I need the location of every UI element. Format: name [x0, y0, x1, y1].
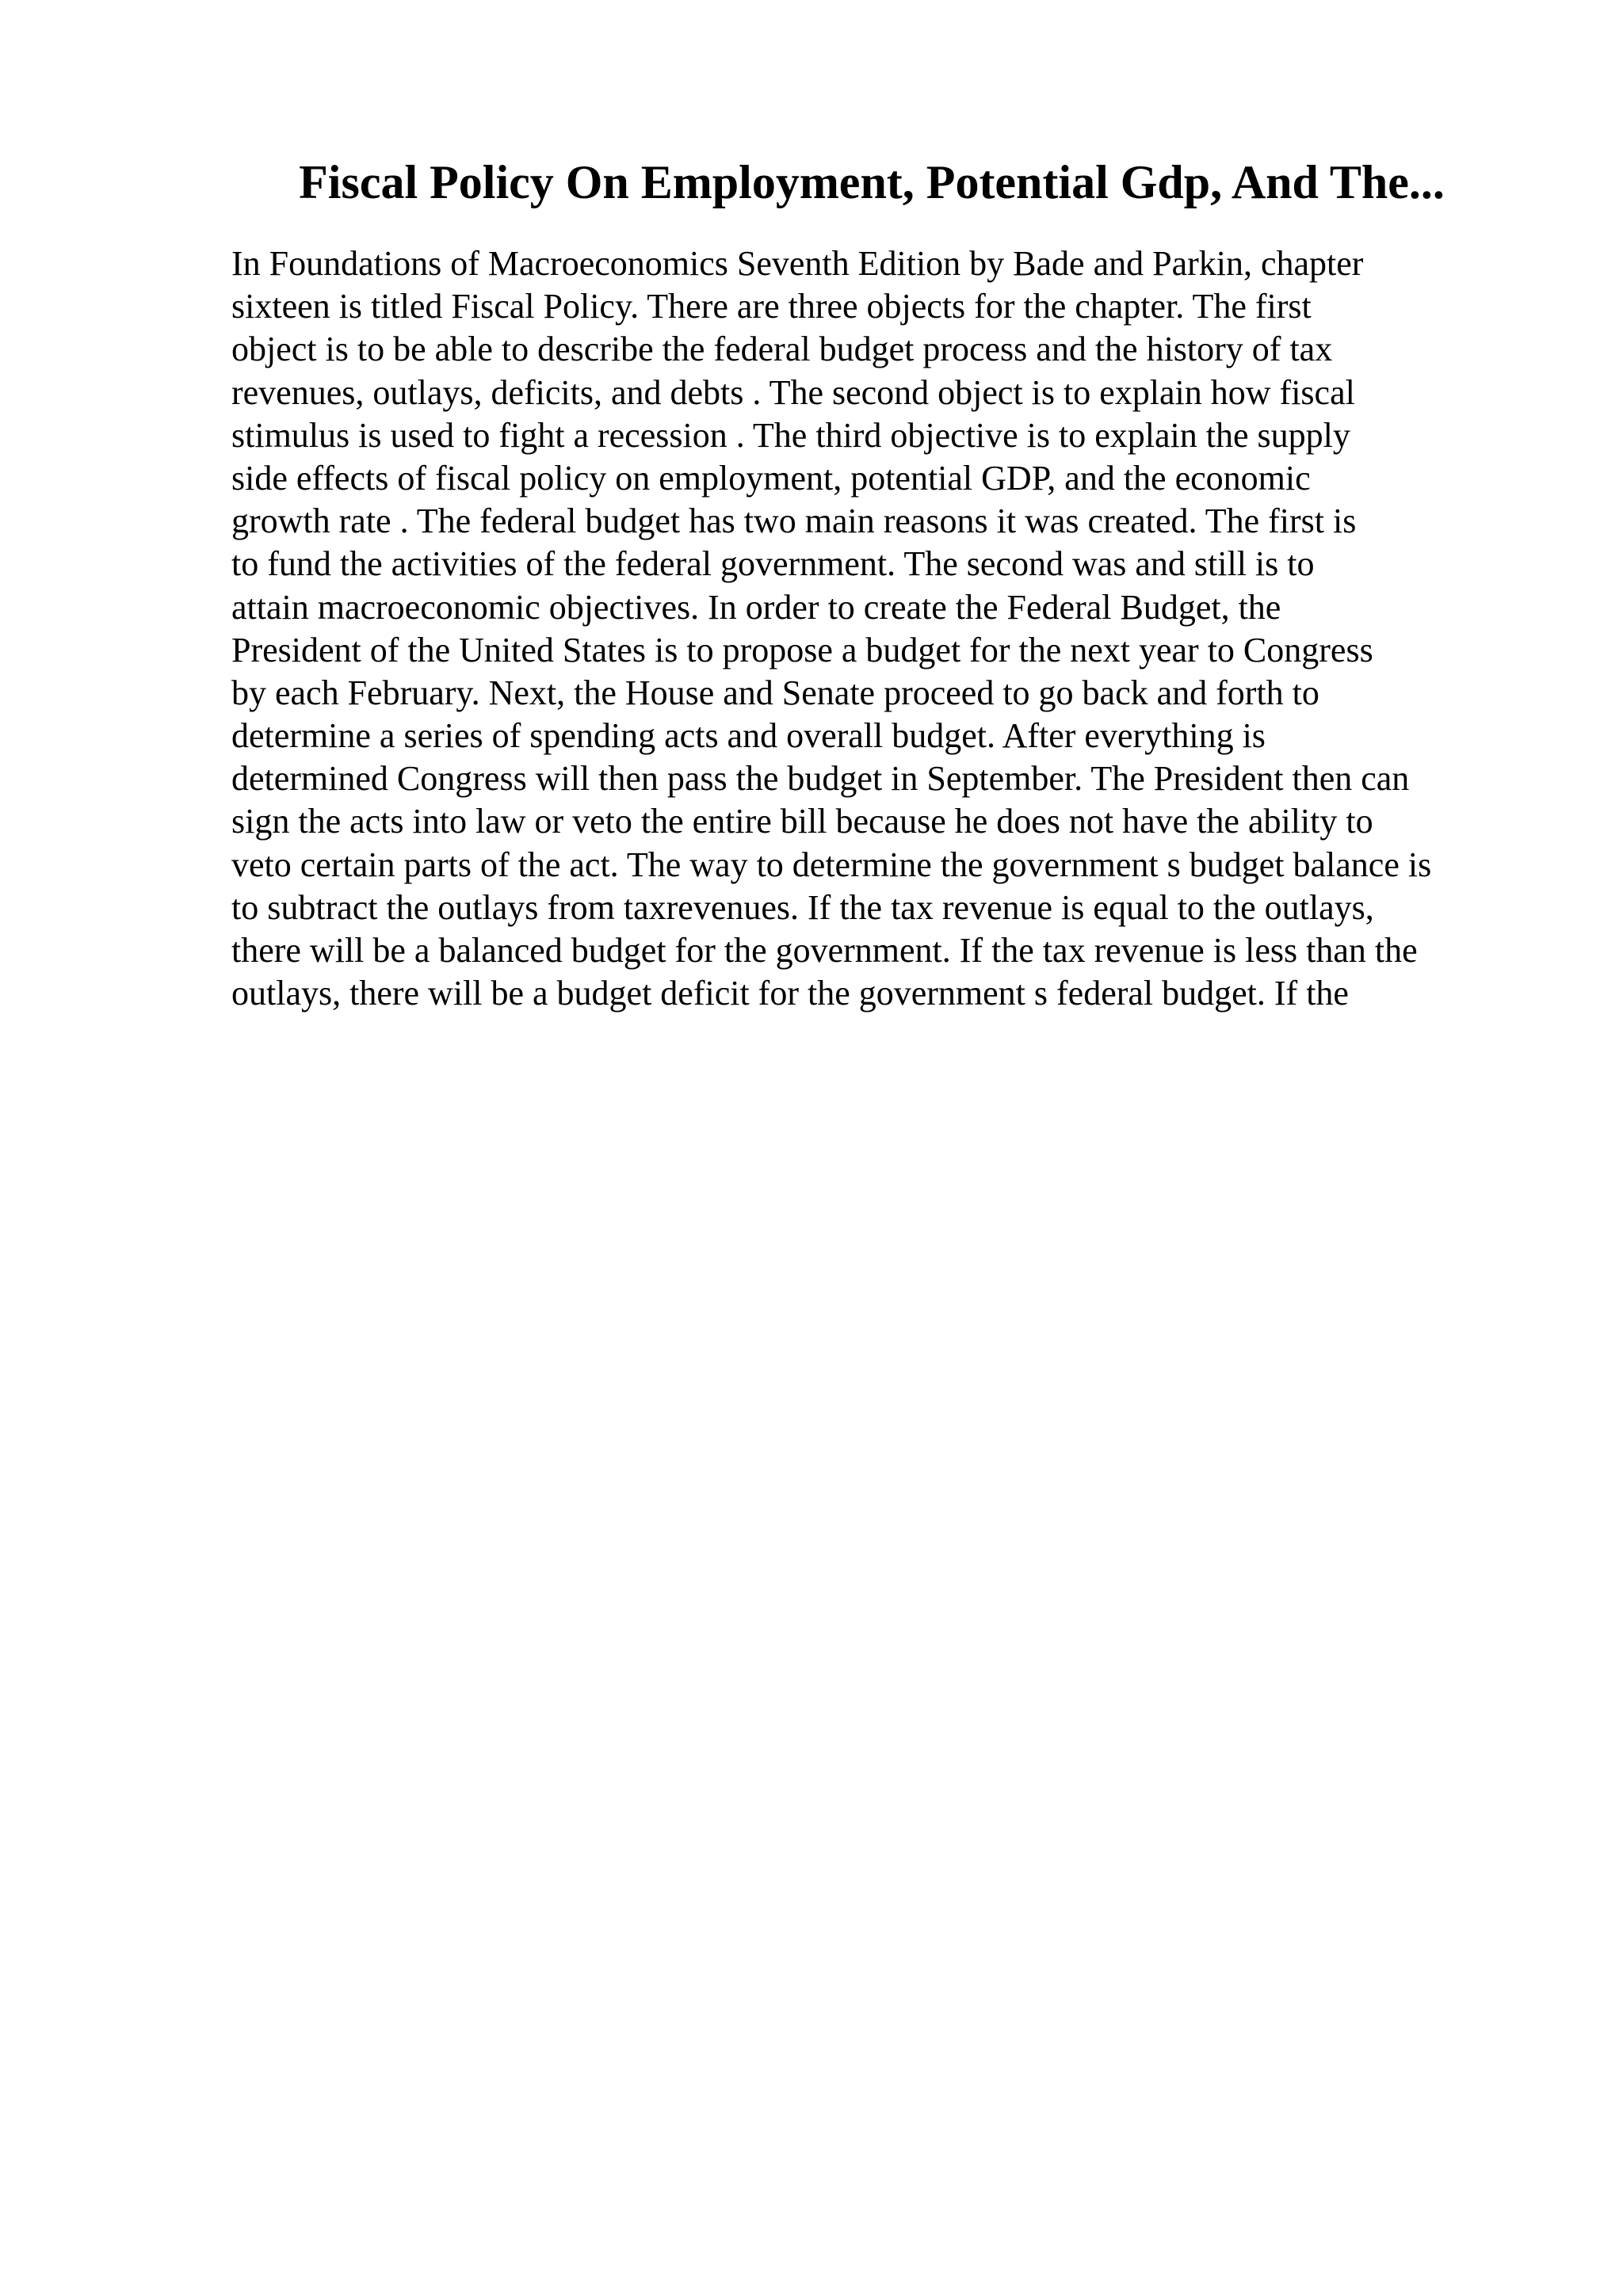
body-line: In Foundations of Macroeconomics Seventh Edition by Bade and Parkin, chapter — [231, 244, 1364, 283]
document-title: Fiscal Policy On Employment, Potential Gdp, And The... — [299, 156, 1445, 208]
body-line: determined Congress will then pass the budget in September. The President then can — [231, 759, 1410, 799]
body-line: there will be a balanced budget for the government. If the tax revenue is less than the — [231, 931, 1418, 970]
body-line: sign the acts into law or veto the entire bill because he does not have the ability to — [231, 802, 1373, 841]
body-line: object is to be able to describe the federal budget process and the history of tax — [231, 330, 1333, 369]
body-line: by each February. Next, the House and Senate proceed to go back and forth to — [231, 673, 1319, 712]
body-line: stimulus is used to fight a recession . The third objective is to explain the supply — [231, 415, 1350, 455]
body-line: to subtract the outlays from taxrevenues. If the tax revenue is equal to the outlays, — [231, 887, 1374, 927]
body-line: side effects of fiscal policy on employment, potential GDP, and the economic — [231, 458, 1311, 498]
body-line: growth rate . The federal budget has two main reasons it was created. The first is — [231, 502, 1357, 541]
document-body — [231, 242, 1531, 1015]
body-line: attain macroeconomic objectives. In order to create the Federal Budget, the — [231, 587, 1281, 627]
body-line: veto certain parts of the act. The way to determine the government s budget balance is — [231, 845, 1432, 884]
body-line: outlays, there will be a budget deficit for the government s federal budget. If the — [231, 974, 1349, 1013]
body-line: sixteen is titled Fiscal Policy. There are three objects for the chapter. The first — [231, 287, 1312, 326]
body-line: determine a series of spending acts and overall budget. After everything is — [231, 716, 1266, 756]
body-line: to fund the activities of the federal government. The second was and still is to — [231, 544, 1315, 584]
body-line: revenues, outlays, deficits, and debts . The second object is to explain how fiscal — [231, 372, 1355, 412]
body-line: President of the United States is to propose a budget for the next year to Congress — [231, 630, 1373, 669]
